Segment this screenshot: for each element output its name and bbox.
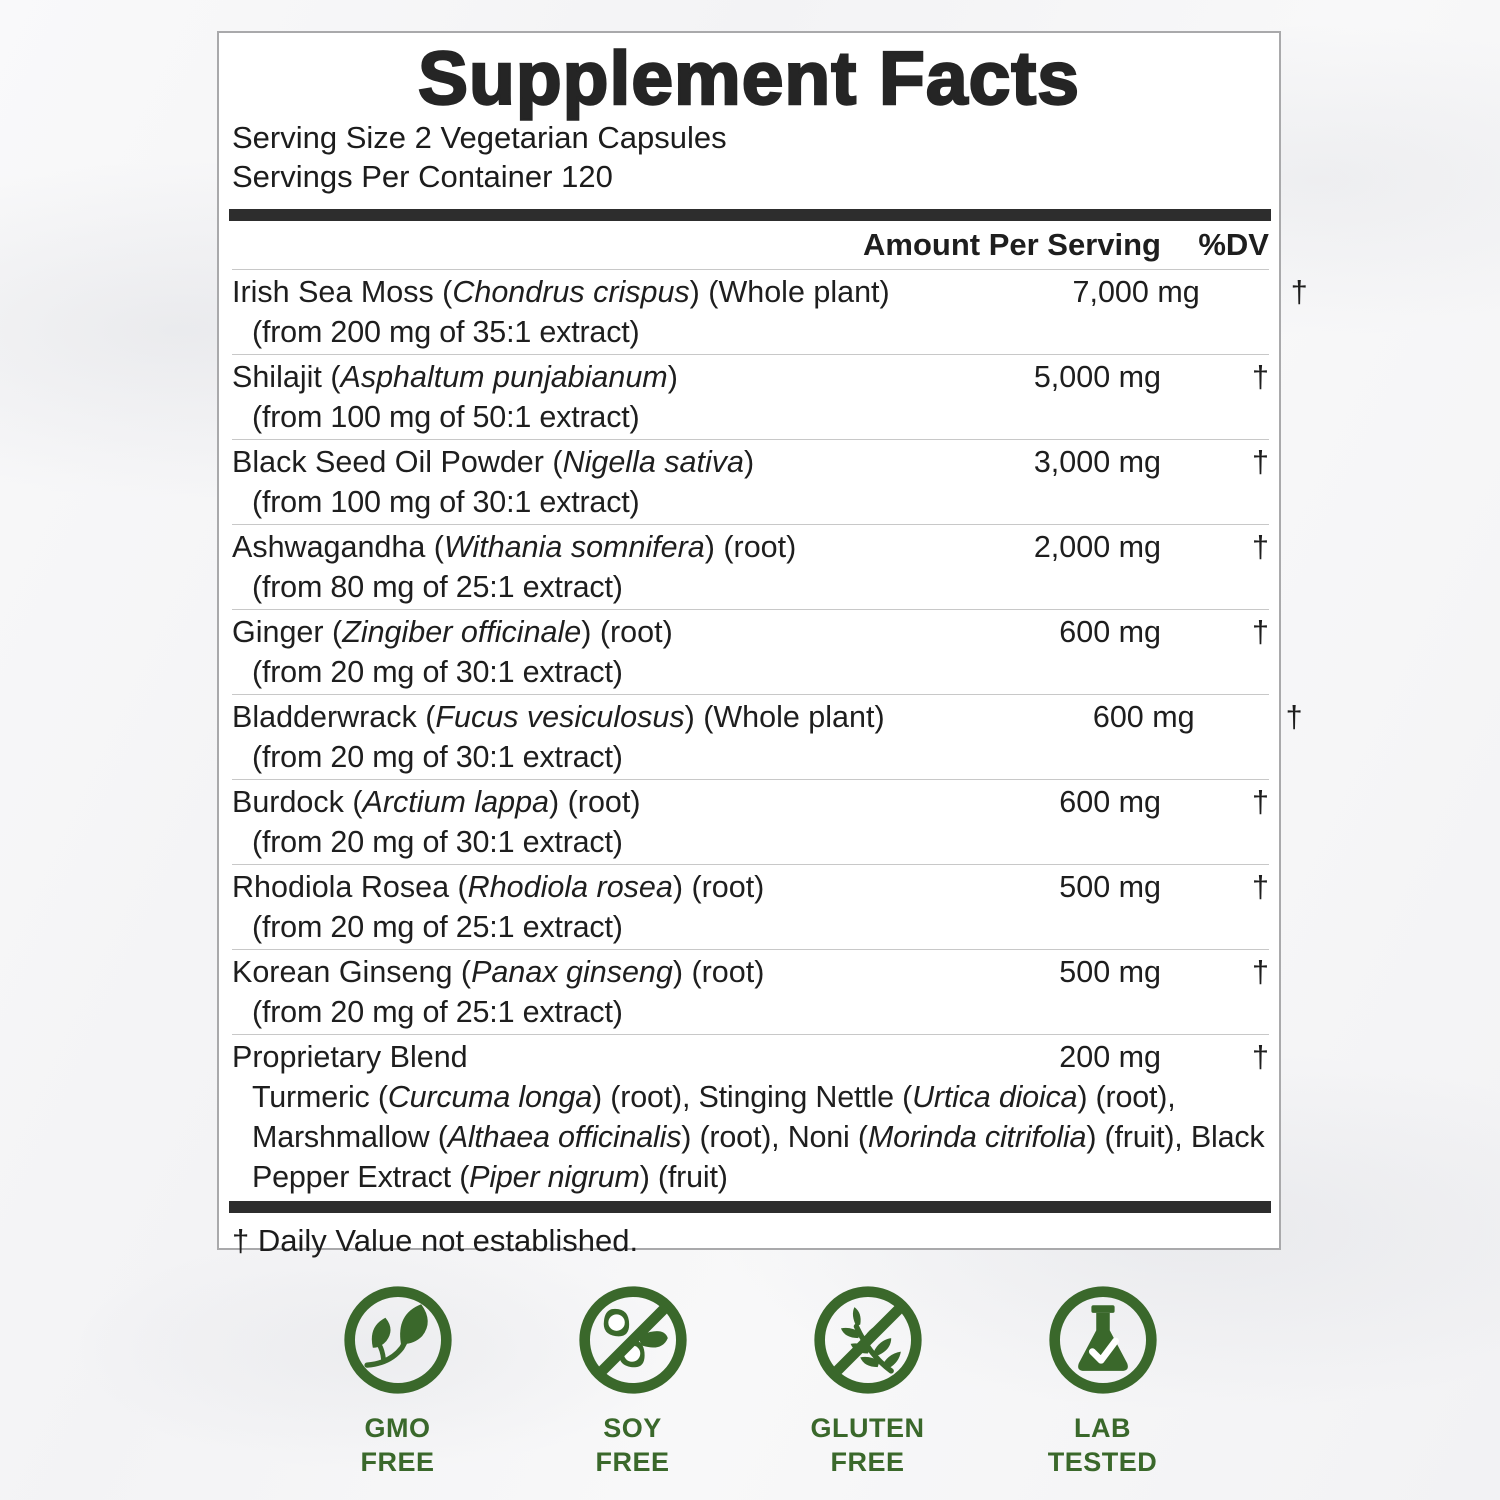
ingredient-name: Ginger (Zingiber officinale) (root) <box>232 615 673 649</box>
table-row <box>232 864 1269 949</box>
table-row <box>232 439 1269 524</box>
badge-lab-tested <box>1028 1282 1178 1479</box>
ingredient-name: Rhodiola Rosea (Rhodiola rosea) (root) <box>232 870 765 904</box>
table-row <box>232 779 1269 864</box>
servings-per-container-text: Servings Per Container 120 <box>232 159 613 194</box>
ingredient-amount: 500 mg <box>1059 870 1161 904</box>
ingredient-sub: (from 100 mg of 30:1 extract) <box>252 485 640 519</box>
ingredient-dv: † <box>1252 1040 1269 1074</box>
lab-tested-flask-icon <box>1045 1282 1161 1398</box>
ingredient-amount: 200 mg <box>1059 1040 1161 1074</box>
ingredient-table <box>232 269 1308 1199</box>
badge-label: GLUTEN FREE <box>810 1413 925 1477</box>
badge-label: GMO FREE <box>360 1413 435 1477</box>
ingredient-dv: † <box>1290 275 1308 309</box>
panel-title: Supplement Facts <box>418 36 1080 120</box>
ingredient-name: Proprietary Blend <box>232 1040 468 1074</box>
table-row <box>232 694 1303 779</box>
ingredient-name: Irish Sea Moss (Chondrus crispus) (Whole plant) <box>232 275 890 309</box>
ingredient-amount: 600 mg <box>1059 615 1161 649</box>
ingredient-sub: Turmeric (Curcuma longa) (root), Stinging Nettle (Urtica dioica) (root), Marshmallow (Althaea officinalis) (root), Noni (Morinda citrifolia) (fruit), Black Pepper Extract (Piper nigrum) (fruit) <box>252 1080 1265 1194</box>
header-amount-per-serving: Amount Per Serving <box>863 227 1161 262</box>
ingredient-amount: 7,000 mg <box>1072 275 1200 309</box>
ingredient-dv: † <box>1252 955 1269 989</box>
gluten-free-icon <box>810 1282 926 1398</box>
daily-value-footnote: † Daily Value not established. <box>232 1223 639 1258</box>
ingredient-name: Ashwagandha (Withania somnifera) (root) <box>232 530 797 564</box>
soy-free-icon <box>575 1282 691 1398</box>
ingredient-dv: † <box>1252 360 1269 394</box>
header-spacer <box>232 226 851 264</box>
ingredient-amount: 3,000 mg <box>1033 445 1161 479</box>
gmo-free-leaf-icon <box>340 1282 456 1398</box>
ingredient-sub: (from 20 mg of 30:1 extract) <box>252 825 623 859</box>
table-row <box>232 1034 1269 1199</box>
ingredient-amount: 500 mg <box>1059 955 1161 989</box>
badge-gmo-free <box>323 1282 473 1479</box>
supplement-facts-panel <box>217 31 1308 1258</box>
ingredient-amount: 600 mg <box>1059 785 1161 819</box>
ingredient-sub: (from 80 mg of 25:1 extract) <box>252 570 623 604</box>
ingredient-dv: † <box>1252 870 1269 904</box>
ingredient-sub: (from 100 mg of 50:1 extract) <box>252 400 640 434</box>
badge-gluten-free <box>793 1282 943 1479</box>
ingredient-dv: † <box>1252 785 1269 819</box>
badge-soy-free <box>558 1282 708 1479</box>
ingredient-sub: (from 20 mg of 25:1 extract) <box>252 910 623 944</box>
badge-label: SOY FREE <box>595 1413 670 1477</box>
table-row <box>232 269 1308 354</box>
table-row <box>232 609 1269 694</box>
divider-bar-bottom <box>229 1201 1271 1213</box>
ingredient-name: Burdock (Arctium lappa) (root) <box>232 785 641 819</box>
ingredient-sub: (from 20 mg of 25:1 extract) <box>252 995 623 1029</box>
ingredient-amount: 5,000 mg <box>1033 360 1161 394</box>
divider-bar-top <box>229 209 1271 221</box>
ingredient-sub: (from 200 mg of 35:1 extract) <box>252 315 640 349</box>
ingredient-dv: † <box>1285 700 1303 734</box>
badge-label: LAB TESTED <box>1047 1413 1158 1477</box>
ingredient-amount: 2,000 mg <box>1033 530 1161 564</box>
ingredient-name: Bladderwrack (Fucus vesiculosus) (Whole plant) <box>232 700 885 734</box>
table-row <box>232 949 1269 1034</box>
header-dv: %DV <box>1198 227 1269 262</box>
ingredient-dv: † <box>1252 615 1269 649</box>
ingredient-name: Korean Ginseng (Panax ginseng) (root) <box>232 955 765 989</box>
serving-size-text: Serving Size 2 Vegetarian Capsules <box>232 120 727 155</box>
ingredient-dv: † <box>1252 445 1269 479</box>
table-header <box>219 221 1279 269</box>
certification-badges <box>0 1282 1500 1479</box>
ingredient-name: Black Seed Oil Powder (Nigella sativa) <box>232 445 755 479</box>
ingredient-sub: (from 20 mg of 30:1 extract) <box>252 655 623 689</box>
ingredient-dv: † <box>1252 530 1269 564</box>
table-row <box>232 524 1269 609</box>
ingredient-name: Shilajit (Asphaltum punjabianum) <box>232 360 678 394</box>
table-row <box>232 354 1269 439</box>
ingredient-sub: (from 20 mg of 30:1 extract) <box>252 740 623 774</box>
ingredient-amount: 600 mg <box>1092 700 1195 734</box>
